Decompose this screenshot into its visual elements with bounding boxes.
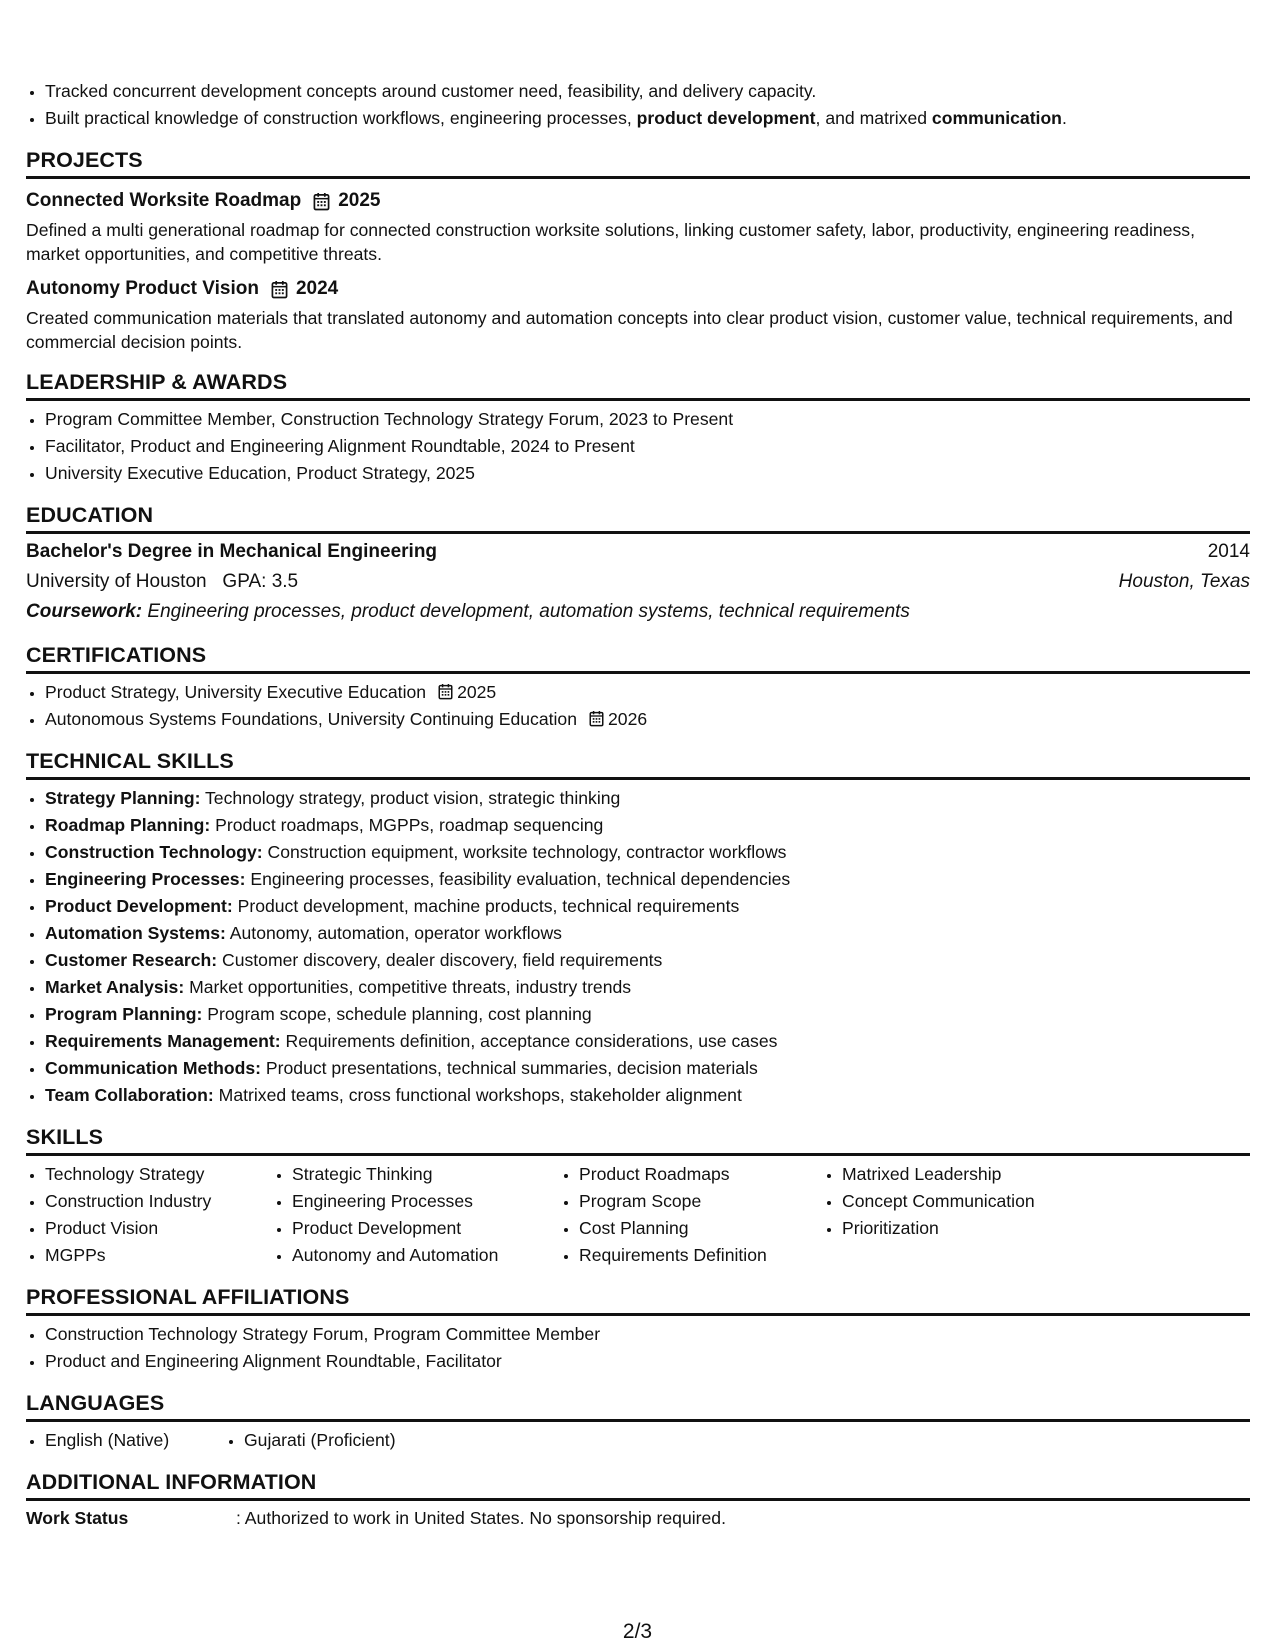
education-section: [26, 501, 1250, 627]
list-item: • English (Native): [45, 1427, 225, 1454]
gpa: GPA: 3.5: [222, 571, 299, 592]
list-item: • Team Collaboration: Matrixed teams, cross functional workshops, stakeholder alignment: [45, 1082, 1250, 1109]
calendar-icon: [271, 280, 288, 299]
leadership-section: [26, 368, 1250, 487]
list-item: • Product Vision: [45, 1215, 273, 1242]
calendar-icon: [313, 192, 330, 211]
list-item: • Product Roadmaps: [579, 1161, 823, 1188]
list-item: • Engineering Processes: Engineering processes, feasibility evaluation, technical dependencies: [45, 866, 1250, 893]
skills-column: [26, 1161, 273, 1269]
section-title: PROFESSIONAL AFFILIATIONS: [26, 1283, 1250, 1316]
list-item: • Communication Methods: Product presentations, technical summaries, decision materials: [45, 1055, 1250, 1082]
list-item: • Automation Systems: Autonomy, automation, operator workflows: [45, 920, 1250, 947]
calendar-icon: [589, 710, 604, 727]
list-item: • Product and Engineering Alignment Roundtable, Facilitator: [45, 1348, 1250, 1375]
project-year: 2024: [295, 278, 339, 299]
list-item: • Customer Research: Customer discovery, dealer discovery, field requirements: [45, 947, 1250, 974]
calendar-icon: [438, 683, 453, 700]
coursework: Coursework: Engineering processes, product development, automation systems, technical requirements: [26, 601, 910, 622]
list-item: • MGPPs: [45, 1242, 273, 1269]
section-title: CERTIFICATIONS: [26, 641, 1250, 674]
work-status-row: [26, 1501, 1250, 1530]
section-title: ADDITIONAL INFORMATION: [26, 1468, 1250, 1501]
list-item: • Concept Communication: [842, 1188, 1102, 1215]
list-item: • Technology Strategy: [45, 1161, 273, 1188]
section-title: TECHNICAL SKILLS: [26, 747, 1250, 780]
section-title: PROJECTS: [26, 146, 1250, 179]
experience-bullets: [26, 78, 1250, 132]
list-item: • Program Planning: Program scope, schedule planning, cost planning: [45, 1001, 1250, 1028]
section-title: SKILLS: [26, 1123, 1250, 1156]
work-status-label: Work Status: [26, 1508, 129, 1528]
section-title: LEADERSHIP & AWARDS: [26, 368, 1250, 401]
list-item: • Product Strategy, University Executive Education 2025: [45, 679, 1250, 706]
list-item: • Engineering Processes: [292, 1188, 560, 1215]
project-description: Created communication materials that translated autonomy and automation concepts into clear product vision, customer value, technical requirements, and commercial decision points.: [26, 308, 1233, 352]
list-item: • Construction Technology: Construction equipment, worksite technology, contractor workflows: [45, 839, 1250, 866]
page-number: 2/3: [622, 1620, 653, 1643]
project-name: Autonomy Product Vision: [26, 278, 259, 299]
section-title: LANGUAGES: [26, 1389, 1250, 1422]
list-item: • Gujarati (Proficient): [244, 1427, 396, 1454]
school-name: University of Houston: [26, 571, 207, 592]
list-item: • Facilitator, Product and Engineering Alignment Roundtable, 2024 to Present: [45, 433, 1250, 460]
affiliations-section: [26, 1283, 1250, 1375]
list-item: • Cost Planning: [579, 1215, 823, 1242]
list-item: • Built practical knowledge of construction workflows, engineering processes, product development, and matrixed communication.: [45, 105, 1250, 132]
list-item: • University Executive Education, Product Strategy, 2025: [45, 460, 1250, 487]
skills-column: [273, 1161, 560, 1269]
list-item: • Product Development: Product development, machine products, technical requirements: [45, 893, 1250, 920]
skills-column: [560, 1161, 823, 1269]
list-item: • Market Analysis: Market opportunities, competitive threats, industry trends: [45, 974, 1250, 1001]
work-status-value: : Authorized to work in United States. No sponsorship required.: [236, 1508, 726, 1528]
project-heading: [26, 188, 1250, 214]
list-item: • Construction Technology Strategy Forum, Program Committee Member: [45, 1321, 1250, 1348]
list-item: • Strategic Thinking: [292, 1161, 560, 1188]
list-item: • Requirements Management: Requirements definition, acceptance considerations, use cases: [45, 1028, 1250, 1055]
list-item: • Autonomous Systems Foundations, University Continuing Education 2026: [45, 706, 1250, 733]
school-location: Houston, Texas: [1118, 571, 1250, 592]
project-name: Connected Worksite Roadmap: [26, 190, 302, 211]
list-item: • Construction Industry: [45, 1188, 273, 1215]
resume-page: [26, 78, 1250, 1530]
languages-section: [26, 1389, 1250, 1454]
skills-section: [26, 1123, 1250, 1269]
certifications-section: [26, 641, 1250, 733]
degree: Bachelor's Degree in Mechanical Engineering: [26, 541, 438, 562]
skills-column: [823, 1161, 1102, 1269]
additional-info-section: [26, 1468, 1250, 1530]
projects-section: [26, 146, 1250, 354]
list-item: • Program Committee Member, Construction Technology Strategy Forum, 2023 to Present: [45, 406, 1250, 433]
graduation-year: 2014: [1207, 541, 1250, 562]
list-item: • Matrixed Leadership: [842, 1161, 1102, 1188]
section-title: EDUCATION: [26, 501, 1250, 534]
list-item: • Autonomy and Automation: [292, 1242, 560, 1269]
list-item: • Program Scope: [579, 1188, 823, 1215]
list-item: • Roadmap Planning: Product roadmaps, MGPPs, roadmap sequencing: [45, 812, 1250, 839]
list-item: • Requirements Definition: [579, 1242, 823, 1269]
project-year: 2025: [338, 190, 381, 211]
list-item: • Product Development: [292, 1215, 560, 1242]
technical-skills-section: [26, 747, 1250, 1109]
project-heading: [26, 276, 1250, 302]
list-item: • Prioritization: [842, 1215, 1102, 1242]
list-item: • Strategy Planning: Technology strategy, product vision, strategic thinking: [45, 785, 1250, 812]
list-item: • Tracked concurrent development concepts around customer need, feasibility, and delivery capacity.: [45, 78, 1250, 105]
project-description: Defined a multi generational roadmap for connected construction worksite solutions, linking customer safety, labor, productivity, engineering readiness, market opportunities, and competitive threats.: [26, 220, 1195, 264]
